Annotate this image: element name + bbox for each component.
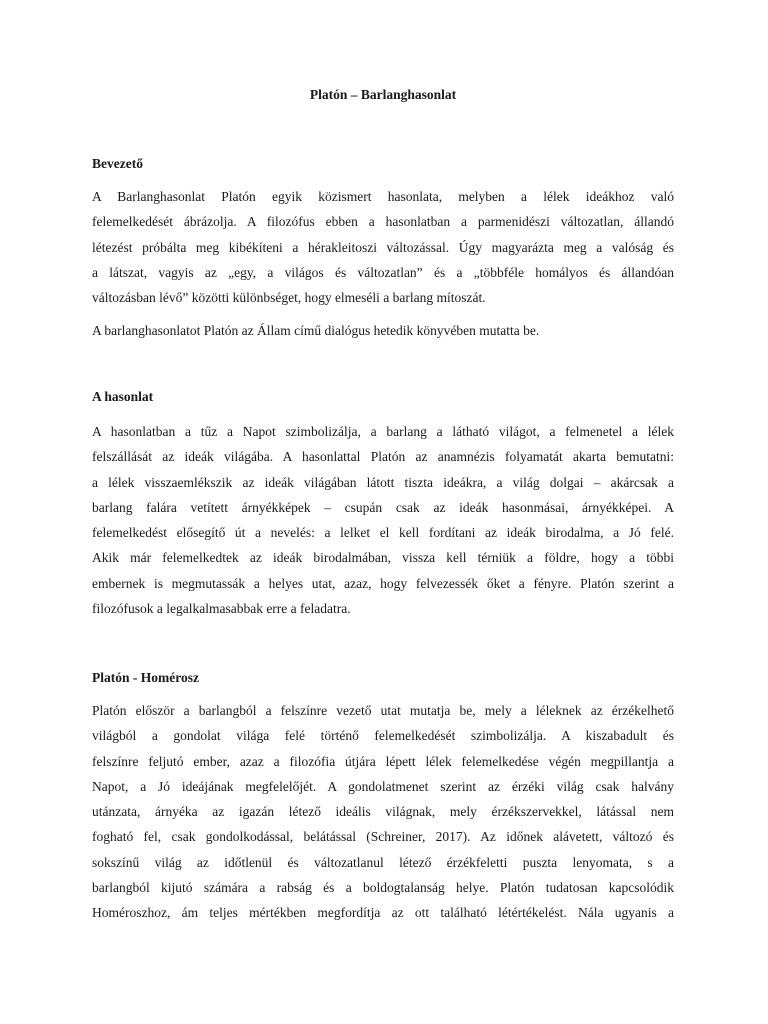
text-line: felemelkedését ábrázolja. A filozófus ebben a hasonlatban a parmenidészi változatlan, állandó bbox=[92, 214, 674, 230]
paragraph-bevezeto-2 bbox=[92, 318, 674, 343]
paragraph-a-hasonlat-1 bbox=[92, 419, 674, 621]
text-line: utánzata, árnyéka az igazán létező ideális világnak, mely érzékszervekkel, látással nem bbox=[92, 804, 674, 820]
text-line: barlangból kijutó számára a rabság és a boldogtalanság helye. Platón tudatosan kapcsolódik bbox=[92, 880, 674, 896]
section-heading-a-hasonlat: A hasonlat bbox=[92, 389, 154, 404]
text-line: A barlanghasonlatot Platón az Állam című dialógus hetedik könyvében mutatta be. bbox=[92, 323, 540, 338]
paragraph-platon-homerosz-1 bbox=[92, 698, 674, 926]
text-line: A hasonlatban a tűz a Napot szimbolizálja, a barlang a látható világot, a felmenetel a lélek bbox=[92, 424, 674, 439]
text-line: felszállását az ideák világába. A hasonlattal Platón az anamnézis folyamatát akarta bemutatni: bbox=[92, 449, 674, 465]
text-line: fogható fel, csak gondolkodással, belátással (Schreiner, 2017). Az időnek alávetett, változó és bbox=[92, 829, 674, 845]
text-line: A Barlanghasonlat Platón egyik közismert hasonlata, melyben a lélek ideákhoz való bbox=[92, 189, 674, 204]
section-heading-platon-homerosz: Platón - Homérosz bbox=[92, 670, 199, 685]
text-line: Napot, a Jó ideájának megfelelőjét. A gondolatmenet szerint az érzéki világ csak halvány bbox=[92, 778, 674, 794]
text-line: világból a gondolat világa felé történő felemelkedését szimbolizálja. A kiszabadult és bbox=[92, 728, 674, 744]
text-line: barlang falára vetített árnyékképek – csupán csak az ideák hasonmásai, árnyékképei. A bbox=[92, 499, 674, 515]
text-line: filozófusok a legalkalmasabbak erre a feladatra. bbox=[92, 601, 351, 617]
text-line: Akik már felemelkedtek az ideák birodalmában, vissza kell térniük a földre, hogy a többi bbox=[92, 550, 674, 566]
text-line: felemelkedést elősegítő út a nevelés: a lelket el kell fordítani az ideák birodalma, a Jó felé. bbox=[92, 525, 674, 541]
text-line: a lélek visszaemlékszik az ideák világában látott tiszta ideákra, a világ dolgai – akárcsak a bbox=[92, 474, 674, 490]
text-line: a látszat, vagyis az „egy, a világos és változatlan” és a „többféle homályos és állandóan bbox=[92, 264, 674, 280]
paragraph-bevezeto-1 bbox=[92, 184, 674, 310]
text-line: sokszínű világ az időtlenül és változatlanul létező érzékfeletti puszta lenyomata, s a bbox=[92, 854, 674, 870]
text-line: változásban lévő” közötti különbséget, hogy elmeséli a barlang mítoszát. bbox=[92, 290, 486, 306]
text-line: embernek is megmutassák a helyes utat, azaz, hogy felvezessék őket a fényre. Platón szerint a bbox=[92, 575, 674, 591]
text-line: felszínre feljutó ember, azaz a filozófia útjára lépett lélek felemelkedése végén megpillantja a bbox=[92, 753, 674, 769]
text-line: Homéroszhoz, ám teljes mértékben megfordítja az ott található létértékelést. Nála ugyanis a bbox=[92, 905, 674, 921]
text-line: Platón először a barlangból a felszínre vezető utat mutatja be, mely a léleknek az érzékelhető bbox=[92, 703, 674, 718]
text-line: létezést próbálta meg kibékíteni a hérakleitoszi változással. Úgy magyarázta meg a valóság és bbox=[92, 239, 674, 255]
section-heading-bevezeto: Bevezető bbox=[92, 156, 143, 171]
document-title: Platón – Barlanghasonlat bbox=[309, 87, 457, 102]
